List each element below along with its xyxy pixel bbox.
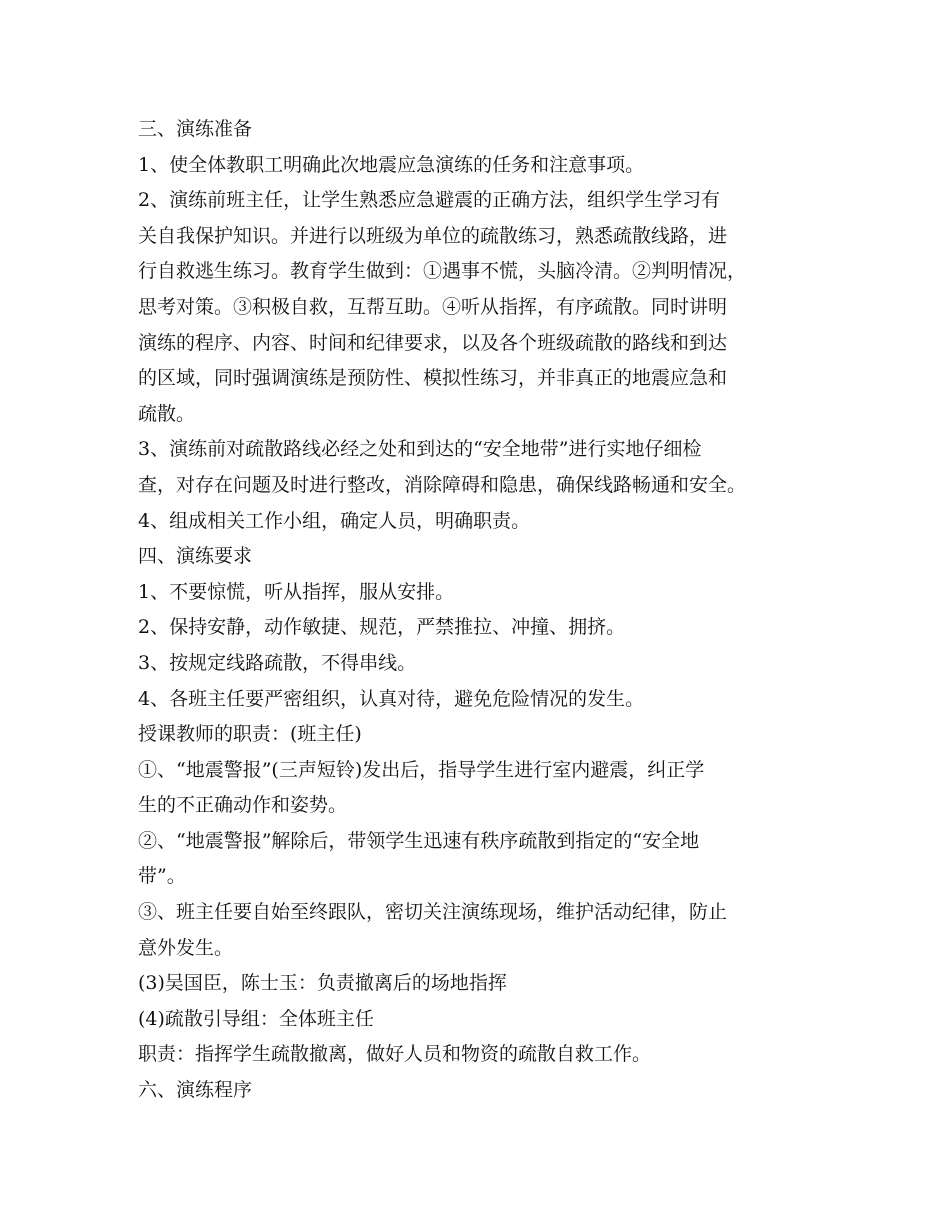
paragraph-line: 思考对策。③积极自救，互帮互助。④听从指挥，有序疏散。同时讲明: [138, 295, 728, 318]
paragraph-line: 4、各班主任要严密组织，认真对待，避免危险情况的发生。: [138, 687, 645, 710]
document-body: [138, 112, 828, 1109]
paragraph-line: 生的不正确动作和姿势。: [138, 794, 348, 817]
paragraph-line: 查，对存在问题及时进行整改，消除障碍和隐患，确保线路畅通和安全。: [138, 473, 747, 496]
paragraph-line: 1、不要惊慌，听从指挥，服从安排。: [138, 580, 455, 603]
paragraph-line: ①、“地震警报”(三声短铃)发出后，指导学生进行室内避震，纠正学: [138, 758, 705, 781]
section-heading-preparation: 三、演练准备: [138, 118, 253, 140]
paragraph-line: 2、演练前班主任，让学生熟悉应急避震的正确方法，组织学生学习有: [138, 189, 721, 212]
paragraph-line: 职责：指挥学生疏散撤离，做好人员和物资的疏散自救工作。: [138, 1043, 652, 1066]
paragraph-line: 关自我保护知识。并进行以班级为单位的疏散练习，熟悉疏散线路，进: [138, 224, 728, 247]
paragraph-line: 2、保持安静，动作敏捷、规范，严禁推拉、冲撞、拥挤。: [138, 616, 626, 639]
paragraph-line: 1、使全体教职工明确此次地震应急演练的任务和注意事项。: [138, 153, 645, 176]
paragraph-line: 授课教师的职责：(班主任): [138, 723, 362, 746]
paragraph-line: ③、班主任要自始至终跟队，密切关注演练现场，维护活动纪律，防止: [138, 901, 728, 924]
paragraph-line: 行自救逃生练习。教育学生做到：①遇事不慌，头脑冷清。②判明情况，: [138, 260, 747, 283]
paragraph-line: 意外发生。: [138, 936, 234, 959]
paragraph-line: 疏散。: [138, 402, 196, 425]
paragraph-line: 3、按规定线路疏散，不得串线。: [138, 651, 417, 674]
paragraph-line: (3)吴国臣，陈士玉：负责撤离后的场地指挥: [138, 972, 507, 995]
section-heading-procedure: 六、演练程序: [138, 1079, 253, 1102]
paragraph-line: (4)疏散引导组：全体班主任: [138, 1007, 374, 1030]
paragraph-line: 带”。: [138, 865, 186, 888]
paragraph-line: 的区域，同时强调演练是预防性、模拟性练习，并非真正的地震应急和: [138, 367, 728, 390]
paragraph-line: 3、演练前对疏散路线必经之处和到达的“安全地带”进行实地仔细检: [138, 438, 702, 461]
paragraph-line: 演练的程序、内容、时间和纪律要求，以及各个班级疏散的路线和到达: [138, 331, 728, 354]
paragraph-line: ②、“地震警报”解除后，带领学生迅速有秩序疏散到指定的“安全地: [138, 829, 700, 852]
section-heading-requirements: 四、演练要求: [138, 545, 253, 568]
paragraph-line: 4、组成相关工作小组，确定人员，明确职责。: [138, 509, 531, 532]
